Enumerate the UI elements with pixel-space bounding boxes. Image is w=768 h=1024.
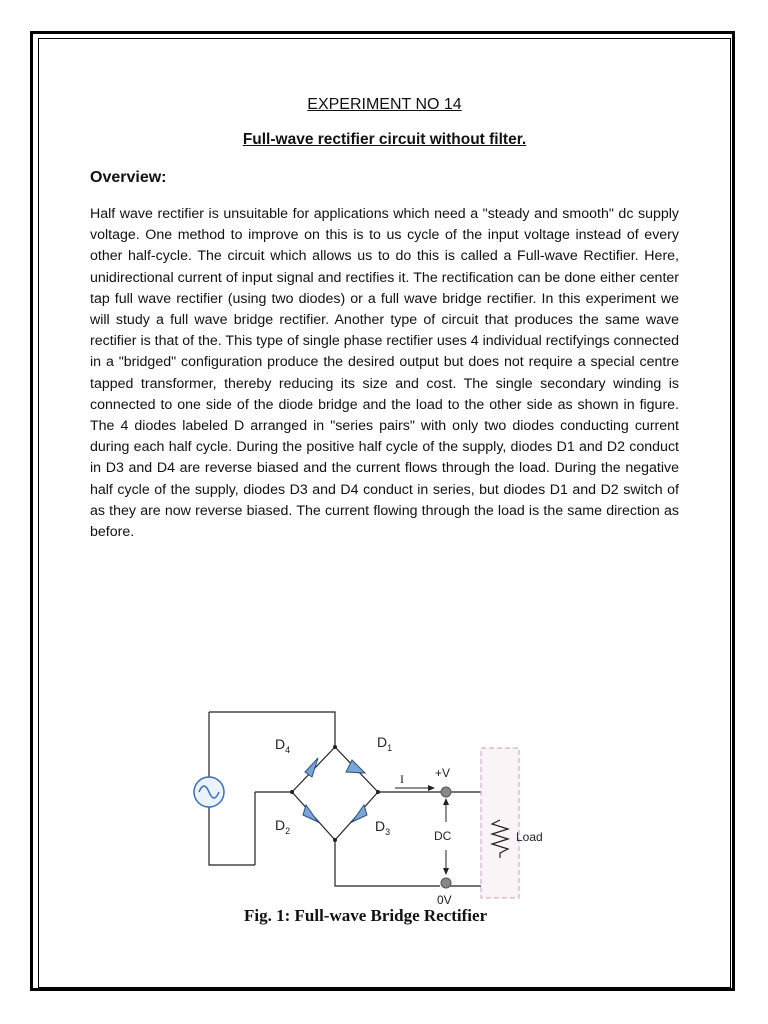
label-zero-v: 0V — [437, 893, 452, 907]
node-bottom — [333, 838, 337, 842]
wire-top — [209, 712, 335, 747]
label-d4: $D_4$ — [275, 736, 291, 755]
label-dc: DC — [434, 829, 452, 843]
terminal-plus-icon — [441, 787, 451, 797]
figure-caption: Fig. 1: Full-wave Bridge Rectifier — [244, 906, 488, 925]
label-plus-v: +V — [435, 766, 451, 780]
terminal-zero-icon — [441, 878, 451, 888]
load-box — [481, 748, 519, 898]
node-right — [376, 790, 380, 794]
diode-d3-icon — [352, 805, 367, 822]
node-left — [290, 790, 294, 794]
experiment-subtitle: Full-wave rectifier circuit without filter. — [242, 131, 527, 148]
section-heading: Overview: — [90, 169, 167, 186]
wire-bottom — [335, 840, 440, 886]
overview-paragraph: Half wave rectifier is unsuitable for applications which need a "steady and smooth" dc supply voltage. One method to improve on this is to us cycle of the input voltage instead of every other half-cycle. The circuit which allows us to do this is called a Full-wave Rectifier. Here, unidirectional current of input signal and rectifies it. The rectification can be done either center tap full wave rectifier (using two diodes) or a full wave bridge rectifier. In this experiment we will study a full wave bridge rectifier. Another type of circuit that produces the same wave rectifier is that of the. This type of single phase rectifier uses 4 individual rectifyings connected in a "bridged" configuration produce the desired output but does not require a special centre tapped transformer, thereby reducing its size and cost. The single secondary winding is connected to one side of the diode bridge and the load to the other side as shown in figure. The 4 diodes labeled D arranged in "series pairs" with only two diodes conducting current during each half cycle. During the positive half cycle of the supply, diodes D1 and D2 conduct in D3 and D4 are reverse biased and the current flows through the load. During the negative half cycle of the supply, diodes D3 and D4 conduct in series, but diodes D1 and D2 switch of as they are now reverse biased. The current flowing through the load is the same direction as before. — [90, 206, 679, 541]
label-d1: $D_1$ — [377, 734, 393, 753]
diode-d2-icon — [303, 805, 318, 822]
label-d3: $D_3$ — [375, 818, 391, 837]
label-d2: $D_2$ — [275, 817, 291, 836]
node-top — [333, 745, 337, 749]
experiment-title: EXPERIMENT NO 14 — [307, 96, 462, 113]
label-load: Load — [516, 830, 543, 844]
label-current: I — [400, 772, 404, 786]
document-body — [90, 93, 679, 543]
bridge-rectifier-figure — [185, 700, 555, 930]
